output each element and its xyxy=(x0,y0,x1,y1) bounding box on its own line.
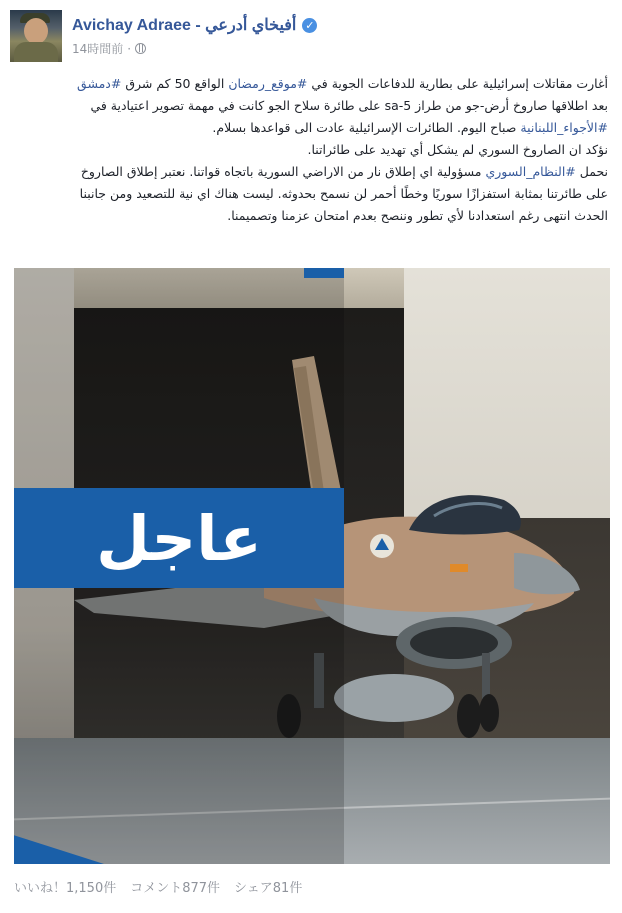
post-text-segment: صباح اليوم. الطائرات الإسرائيلية عادت الى قواعدها بسلام. xyxy=(212,120,521,135)
globe-icon[interactable] xyxy=(135,43,146,54)
author-row xyxy=(72,14,317,36)
shares-count[interactable]: シェア81件 xyxy=(234,881,303,896)
post-line-7: الحدث انتهى رغم استعدادنا لأي تطور وننصح بعدم امتحان عزمنا وتصميمنا. xyxy=(227,208,608,223)
post-meta xyxy=(72,40,146,57)
post-line-6: على طائرتنا بمثابة استفزازًا سوريًا وخطًا أحمر لن نسمح بحدوثه. ليست هناك اي نية للتصعيد ومن جانبنا xyxy=(79,186,608,201)
breaking-news-banner xyxy=(14,488,344,588)
post-line-3 xyxy=(14,117,608,139)
post-photo[interactable] xyxy=(14,268,610,864)
hashtag-link[interactable]: #دمشق xyxy=(77,76,122,91)
meta-separator: · xyxy=(127,41,132,56)
jet-canopy xyxy=(409,495,521,534)
hashtag-link[interactable]: #الأجواء_اللبنانية xyxy=(520,120,608,135)
comments-count[interactable]: コメント877件 xyxy=(130,881,221,896)
hashtag-link[interactable]: #النظام_السوري xyxy=(485,164,576,179)
jet-fuel-tank xyxy=(334,674,454,722)
hashtag-link[interactable]: #موقع_رمضان xyxy=(228,76,308,91)
avatar-face xyxy=(24,18,48,44)
verified-check-icon: ✓ xyxy=(302,18,317,33)
photo-corner-accent-top xyxy=(304,268,344,278)
post-text-segment: مسؤولية اي إطلاق نار من الاراضي السورية باتجاه قواتنا. نعتبر إطلاق الصاروخ xyxy=(80,164,486,179)
jet-nose xyxy=(514,553,580,594)
jet-wheel-nose xyxy=(479,694,499,732)
avatar[interactable] xyxy=(10,10,62,62)
post-line-5 xyxy=(14,161,608,183)
jet-wheel-main-2 xyxy=(457,694,481,738)
post-line-4: نؤكد ان الصاروخ السوري لم يشكل أي تهديد على طائراتنا. xyxy=(307,142,608,157)
breaking-news-label: عاجل xyxy=(96,501,262,575)
post-header xyxy=(10,10,610,62)
jet-marking-orange xyxy=(450,564,468,572)
post-text-segment: أغارت مقاتلات إسرائيلية على بطارية للدفاعات الجوية في xyxy=(307,76,608,91)
avatar-uniform xyxy=(14,42,58,62)
post-text-segment: الواقع 50 كم شرق xyxy=(121,76,229,91)
author-name[interactable]: Avichay Adraee - أفيخاي أدرعي xyxy=(72,17,297,34)
post-line-1 xyxy=(14,73,608,95)
likes-count[interactable]: いいね！1,150件 xyxy=(14,881,117,896)
post-text-segment: نحمل xyxy=(575,164,608,179)
post-timestamp[interactable]: 14時間前 xyxy=(72,42,124,56)
engagement-bar xyxy=(14,877,302,896)
post-body xyxy=(14,73,608,227)
post-line-2: بعد اطلاقها صاروخ أرض-جو من طراز sa-5 على طائرة سلاح الجو كانت في مهمة تصوير اعتيادية في xyxy=(90,98,608,113)
